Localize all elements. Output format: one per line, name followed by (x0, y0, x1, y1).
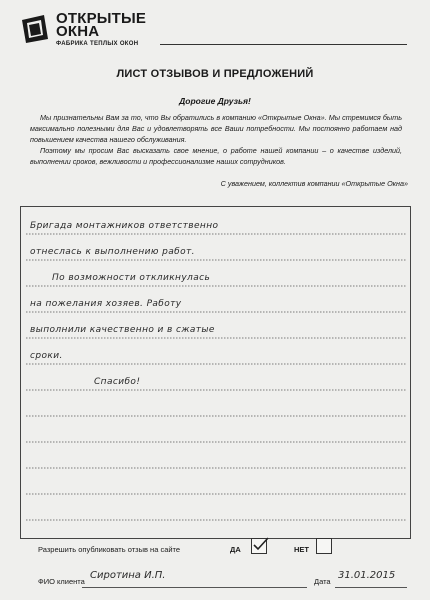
comment-line-6: сроки. (30, 351, 63, 361)
comment-line-7: Спасибо! (94, 377, 141, 387)
yes-label: ДА (230, 545, 241, 554)
intro-paragraph: Мы признательны Вам за то, что Вы обратились в компанию «Открытые Окна». Мы стремимся быть максимально полезными для Вас и удовлетворять все Ваши потребности. Мы постоянно работаем над повышением качества нашего обслуживания. (30, 113, 402, 144)
header-divider (160, 44, 407, 45)
no-checkbox[interactable] (316, 538, 332, 554)
comment-area[interactable] (20, 206, 412, 540)
comment-line-5: выполнили качественно и в сжатые (30, 325, 215, 335)
no-label: НЕТ (294, 545, 309, 554)
signoff: С уважением, коллектив компании «Открытые Окна» (220, 179, 408, 188)
brand-line-2: ОКНА (56, 23, 100, 40)
brand-tagline: ФАБРИКА ТЕПЛЫХ ОКОН (56, 41, 139, 47)
publish-permission-label: Разрешить опубликовать отзыв на сайте (38, 545, 181, 554)
brand-name (56, 12, 146, 38)
greeting: Дорогие Друзья! (179, 96, 251, 106)
checkmark-icon (252, 537, 270, 553)
form-title: ЛИСТ ОТЗЫВОВ И ПРЕДЛОЖЕНИЙ (116, 68, 314, 80)
date-underline (335, 587, 407, 588)
client-name-label: ФИО клиента (38, 577, 85, 586)
comment-line-2: отнеслась к выполнению работ. (30, 247, 195, 257)
yes-checkbox[interactable] (251, 538, 267, 554)
date-field[interactable]: 31.01.2015 (338, 570, 396, 581)
client-name-field[interactable]: Сиротина И.П. (90, 570, 166, 581)
comment-line-3: По возможности откликнулась (52, 273, 211, 283)
request-paragraph: Поэтому мы просим Вас высказать свое мнение, о работе нашей компании – о качестве изделий, выполнении сроков, вежливости и профессионализме наших сотрудников. (30, 146, 402, 166)
date-label: Дата (314, 577, 331, 586)
comment-line-1: Бригада монтажников ответственно (30, 221, 219, 231)
comment-line-4: на пожелания хозяев. Работу (30, 299, 182, 309)
brand-line-1: ОТКРЫТЫЕ (56, 10, 147, 27)
open-window-logo-icon (18, 12, 52, 46)
client-name-underline (82, 587, 307, 588)
